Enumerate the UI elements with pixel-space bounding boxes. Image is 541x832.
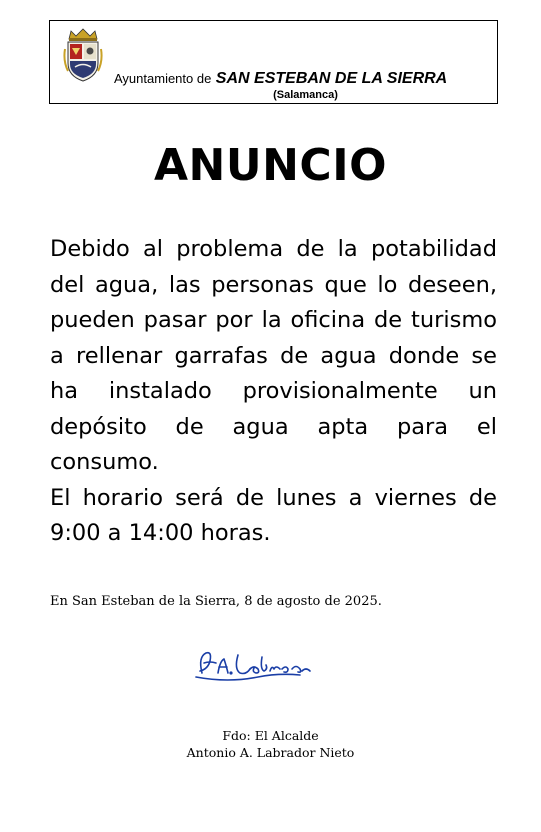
organization-prefix: Ayuntamiento de [114,71,212,86]
body-paragraph-1: Debido al problema de la potabilidad del agua, las personas que lo deseen, pueden pasar por la oficina de turismo a rellenar garrafas de agua donde se ha instalado provisionalmente un depósito de agua apta para el consumo. [50,236,497,475]
organization-name: SAN ESTEBAN DE LA SIERRA [215,70,448,87]
handwritten-signature [188,647,316,691]
body-paragraph-2: El horario será de lunes a viernes de 9:00 a 14:00 horas. [50,484,497,546]
signatory-role: Fdo: El Alcalde [222,728,319,743]
coat-of-arms-icon [63,27,103,83]
signatory-name: Antonio A. Labrador Nieto [186,745,355,760]
province-label: (Salamanca) [273,89,338,101]
letterhead [49,20,498,104]
date-line: En San Esteban de la Sierra, 8 de agosto de 2025. [50,594,382,609]
announcement-body [50,232,497,552]
page-title: ANUNCIO [154,140,387,191]
organization-line [114,70,447,88]
